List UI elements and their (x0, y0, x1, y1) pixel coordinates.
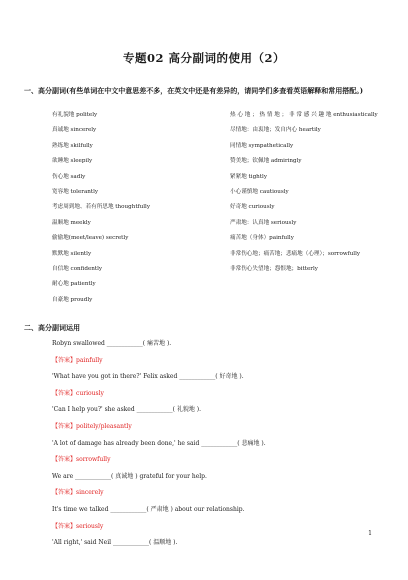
vocab-item: 小心谨慎地 cautiously (230, 189, 289, 196)
exercise-answer: 【答案】sorrowfully (52, 456, 111, 464)
exercise-list (52, 336, 382, 552)
exercise-question: 'A lot of damage has already been done,' he said ____________( 悲痛地 ). (52, 439, 266, 447)
section-1-heading (24, 85, 384, 96)
vocab-item: 温顺地 meekly (52, 219, 91, 226)
exercise-answer: 【答案】seriously (52, 522, 104, 530)
exercise-answer: 【答案】politely/pleasantly (52, 422, 132, 430)
exercise-answer: 【答案】curiously (52, 389, 104, 397)
exercise-question: 'Can I help you?' she asked ____________( 礼貌地 ). (52, 406, 201, 414)
vocab-item: 非常伤心地；痛苦地；悲痛地（心理）；sorrowfully (230, 250, 361, 257)
vocab-item: 有礼貌地 politely (52, 112, 98, 118)
vocab-item: 赞美地；钦佩地 admiringly (230, 158, 302, 165)
vocab-item: 好奇地 curiously (230, 204, 275, 211)
vocab-list-right (230, 108, 378, 277)
vocab-item: 同情地 sympathetically (230, 142, 294, 149)
vocab-item: 欲睡地 sleepily (52, 158, 93, 165)
vocab-item: 自豪地 proudly (52, 296, 93, 303)
vocab-item: 痛苦地（身体）painfully (230, 235, 294, 242)
exercise-question: We are ____________( 真诚地 ) grateful for your help. (52, 472, 207, 480)
vocab-item: 伤心地 sadly (52, 173, 86, 180)
exercise-question: It's time we talked ____________( 严肃地 ) about our relationship. (52, 505, 245, 513)
vocab-item: 非常伤心失望地；怨恨地；bitterly (230, 266, 318, 273)
vocab-item: 考虑周到地、若有所思地 thoughtfully (52, 204, 150, 211)
page-number: 1 (368, 530, 372, 537)
vocab-item: 严肃地：认真地 seriously (230, 219, 297, 226)
exercise-answer: 【答案】sincerely (52, 489, 104, 497)
exercise-answer: 【答案】painfully (52, 356, 103, 364)
vocab-item: 热 心 地 ； 热 情 地 ； 非 常 感 兴 趣 地 enthusiastically (230, 112, 378, 118)
vocab-item: 偷偷地(meet/leave) secretly (52, 235, 129, 242)
vocab-item: 宽容地 tolerantly (52, 188, 99, 195)
vocab-item: 紧紧地 tightly (230, 173, 267, 180)
vocab-item: 默默地 silently (52, 250, 92, 257)
section-2-heading: 二、高分副词运用 (24, 323, 80, 332)
vocab-item: 尽情地：由衷地；发自内心 heartily (230, 127, 321, 134)
vocab-item: 熟练地 skilfully (52, 142, 93, 149)
vocab-item: 自信地 confidently (52, 265, 103, 272)
exercise-question: Robyn swallowed ____________( 痛苦地 ). (52, 340, 172, 347)
page-title: 专题02 高分副词的使用（2） (122, 51, 285, 65)
exercise-question: 'What have you got in there?' Felix asked ____________( 好奇地 ). (52, 373, 244, 381)
section-1-title: 一、高分副词 (24, 86, 66, 95)
vocab-item: 真诚地 sincerely (52, 127, 97, 134)
vocab-item: 耐心地 patiently (52, 281, 96, 288)
vocab-list-left (52, 108, 202, 308)
section-1-note: (有些单词在中文中意思差不多，在英文中还是有差异的，请同学们多查看英语解释和常用搭配。) (66, 86, 364, 95)
exercise-question: 'All right,' said Neil ____________( 温顺地 ). (52, 539, 178, 547)
